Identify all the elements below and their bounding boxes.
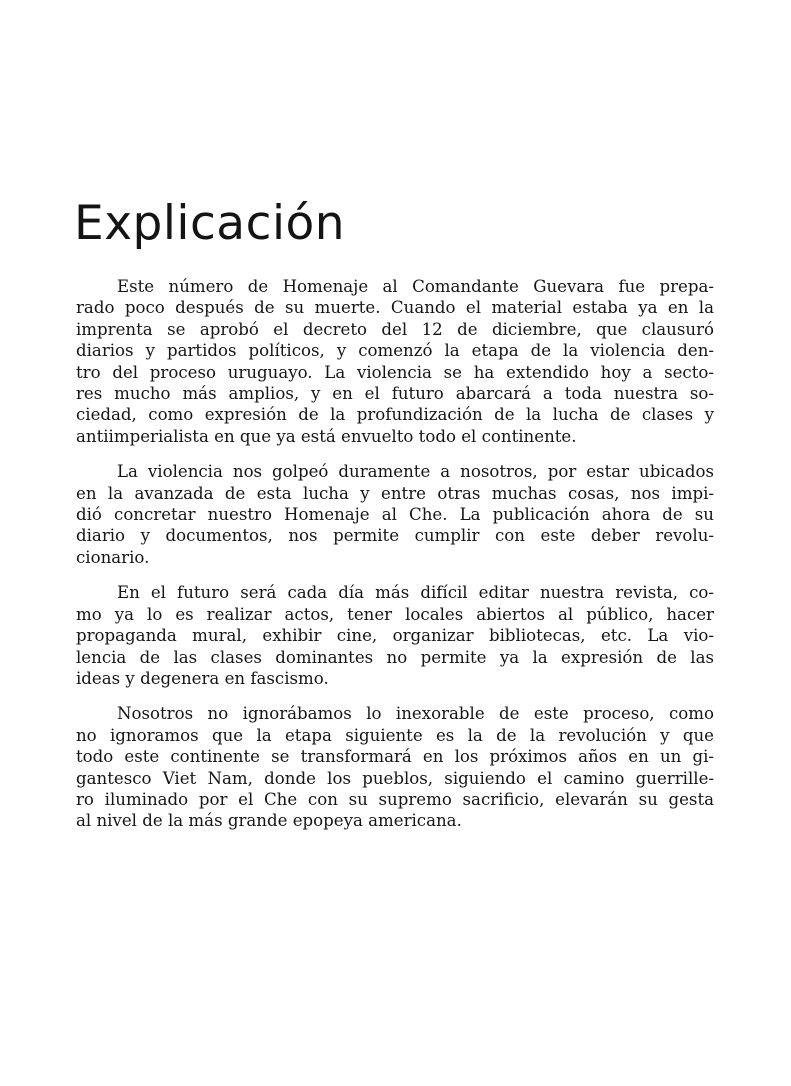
text-line: gantesco Viet Nam, donde los pueblos, siguiendo el camino guerrille- (76, 768, 714, 788)
text-line: cionario. (76, 547, 150, 567)
text-line: dió concretar nuestro Homenaje al Che. La publicación ahora de su (76, 505, 714, 525)
text-line: res mucho más amplios, y en el futuro abarcará a toda nuestra so- (76, 384, 714, 404)
text-line: ro iluminado por el Che con su supremo sacrificio, elevarán su gesta (76, 789, 714, 809)
text-line: mo ya lo es realizar actos, tener locales abiertos al público, hacer (76, 604, 714, 624)
text-line: imprenta se aprobó el decreto del 12 de diciembre, que clausuró (76, 319, 714, 339)
paragraph-4 (76, 703, 714, 831)
paragraph-2 (76, 461, 714, 568)
body-text (76, 276, 714, 846)
paragraph-3 (76, 582, 714, 689)
text-line: antiimperialista en que ya está envuelto todo el continente. (76, 426, 577, 446)
text-line: Nosotros no ignorábamos lo inexorable de este proceso, como (117, 704, 714, 724)
text-line: diarios y partidos políticos, y comenzó la etapa de la violencia den- (76, 341, 714, 361)
text-line: tro del proceso uruguayo. La violencia se ha extendido hoy a secto- (76, 362, 714, 382)
text-line: no ignoramos que la etapa siguiente es la de la revolución y que (76, 725, 714, 745)
text-line: todo este continente se transformará en los próximos años en un gi- (76, 747, 714, 767)
page-title: Explicación (74, 196, 346, 251)
text-line: diario y documentos, nos permite cumplir con este deber revolu- (76, 526, 714, 546)
text-line: ideas y degenera en fascismo. (76, 668, 329, 688)
text-line: En el futuro será cada día más difícil editar nuestra revista, co- (117, 583, 714, 603)
text-line: ciedad, como expresión de la profundización de la lucha de clases y (76, 405, 714, 425)
text-line: lencia de las clases dominantes no permite ya la expresión de las (76, 647, 714, 667)
text-line: Este número de Homenaje al Comandante Guevara fue prepa- (117, 277, 714, 296)
text-line: al nivel de la más grande epopeya americana. (76, 811, 462, 831)
text-line: propaganda mural, exhibir cine, organizar bibliotecas, etc. La vio- (76, 626, 714, 646)
text-line: La violencia nos golpeó duramente a nosotros, por estar ubicados (117, 462, 714, 482)
text-line: rado poco después de su muerte. Cuando el material estaba ya en la (76, 298, 714, 318)
text-line: en la avanzada de esta lucha y entre otras muchas cosas, nos impi- (76, 483, 714, 503)
paragraph-1 (76, 276, 714, 447)
